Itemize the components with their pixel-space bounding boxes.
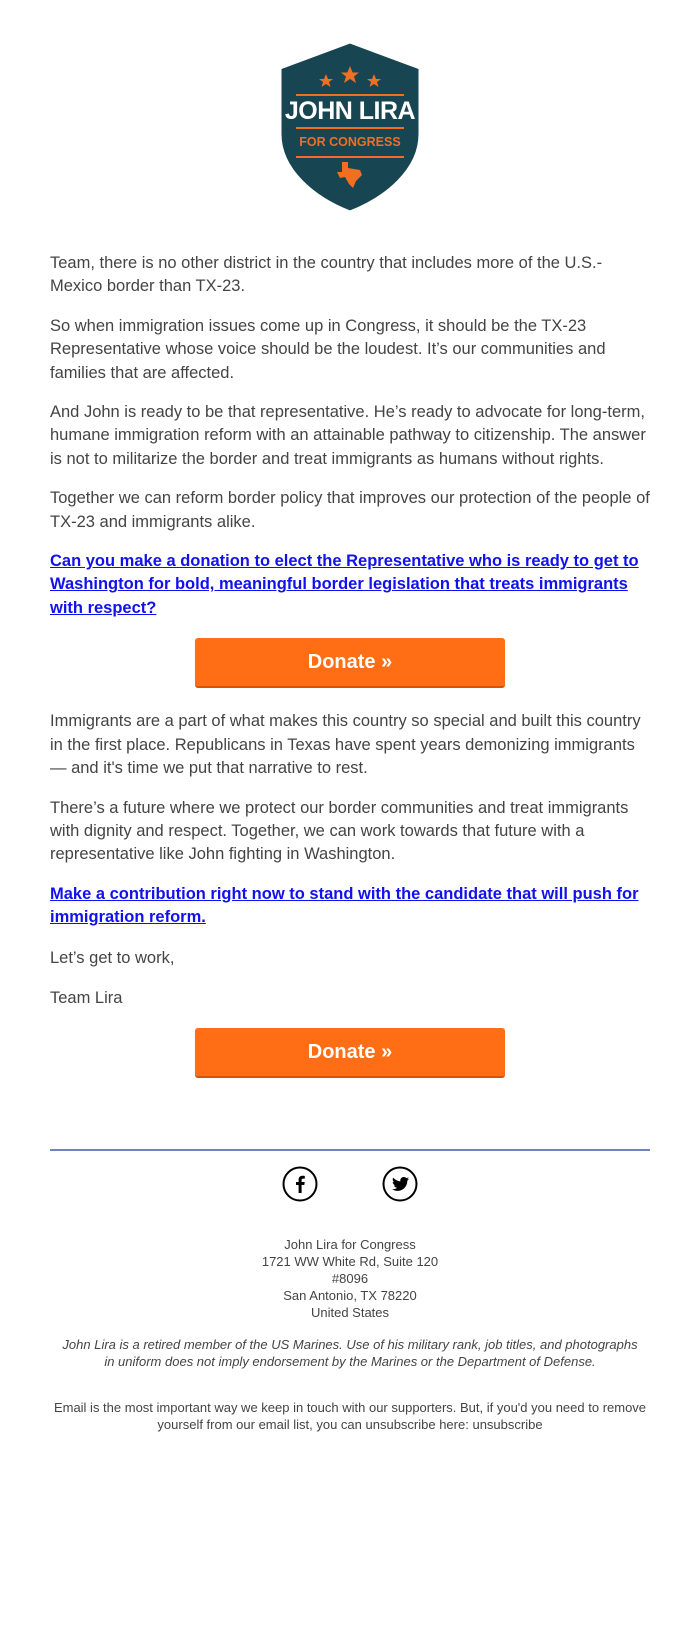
footer-address [50, 1236, 650, 1321]
donate-button-wrap-2 [50, 1028, 650, 1078]
unsubscribe-note [50, 1399, 650, 1433]
donate-button-2[interactable]: Donate » [195, 1028, 505, 1078]
address-org: John Lira for Congress [284, 1237, 416, 1252]
footer-divider [50, 1149, 650, 1151]
campaign-logo [270, 38, 430, 218]
unsubscribe-link[interactable]: unsubscribe [472, 1417, 543, 1432]
address-line-3: San Antonio, TX 78220 [283, 1288, 417, 1303]
facebook-icon[interactable] [282, 1166, 318, 1202]
donation-link-2[interactable]: Make a contribution right now to stand with the candidate that will push for immigration reform. [50, 884, 639, 927]
donation-link-1[interactable]: Can you make a donation to elect the Representative who is ready to get to Washington for bold, meaningful border legislation that treats immigrants with respect? [50, 552, 639, 617]
address-line-1: 1721 WW White Rd, Suite 120 [261, 1254, 439, 1269]
address-country: United States [310, 1305, 390, 1320]
logo-subtitle: FOR CONGRESS [299, 135, 401, 149]
paragraph-2: So when immigration issues come up in Congress, it should be the TX-23 Representative whose voice should be the loudest. It’s our communities and families that are affected. [50, 316, 606, 382]
paragraph-6: There’s a future where we protect our border communities and treat immigrants with dignity and respect. Together, we can work towards that future with a representative like John fighting in Washington. [50, 798, 629, 864]
military-disclaimer: John Lira is a retired member of the US Marines. Use of his military rank, job titles, and photographs in uniform does not imply endorsement by the Marines or the Department of Defense. [62, 1337, 638, 1369]
signoff: Let’s get to work, [50, 948, 175, 967]
paragraph-5: Immigrants are a part of what makes this country so special and built this country in the first place. Republicans in Texas have spent years demonizing immigrants — and it's time we put that narrative to rest. [50, 712, 641, 778]
donate-button-1[interactable]: Donate » [195, 638, 505, 688]
donate-button-wrap-1 [50, 638, 650, 688]
twitter-icon[interactable] [382, 1166, 418, 1202]
signature: Team Lira [50, 988, 123, 1007]
address-line-2: #8096 [331, 1271, 369, 1286]
unsubscribe-text: Email is the most important way we keep in touch with our supporters. But, if you'd you need to remove yourself from our email list, you can unsubscribe here: [53, 1400, 647, 1432]
paragraph-1: Team, there is no other district in the country that includes more of the U.S.-Mexico border than TX-23. [50, 254, 603, 296]
paragraph-4: Together we can reform border policy that improves our protection of the people of TX-23 and immigrants alike. [50, 489, 650, 531]
paragraph-3: And John is ready to be that representative. He’s ready to advocate for long-term, humane immigration reform with an attainable pathway to citizenship. The answer is not to militarize the border and treat immigrants as humans without rights. [50, 403, 646, 468]
shield-logo-icon [270, 38, 430, 218]
logo-name: JOHN LIRA [284, 97, 416, 125]
email-body [50, 252, 650, 1100]
